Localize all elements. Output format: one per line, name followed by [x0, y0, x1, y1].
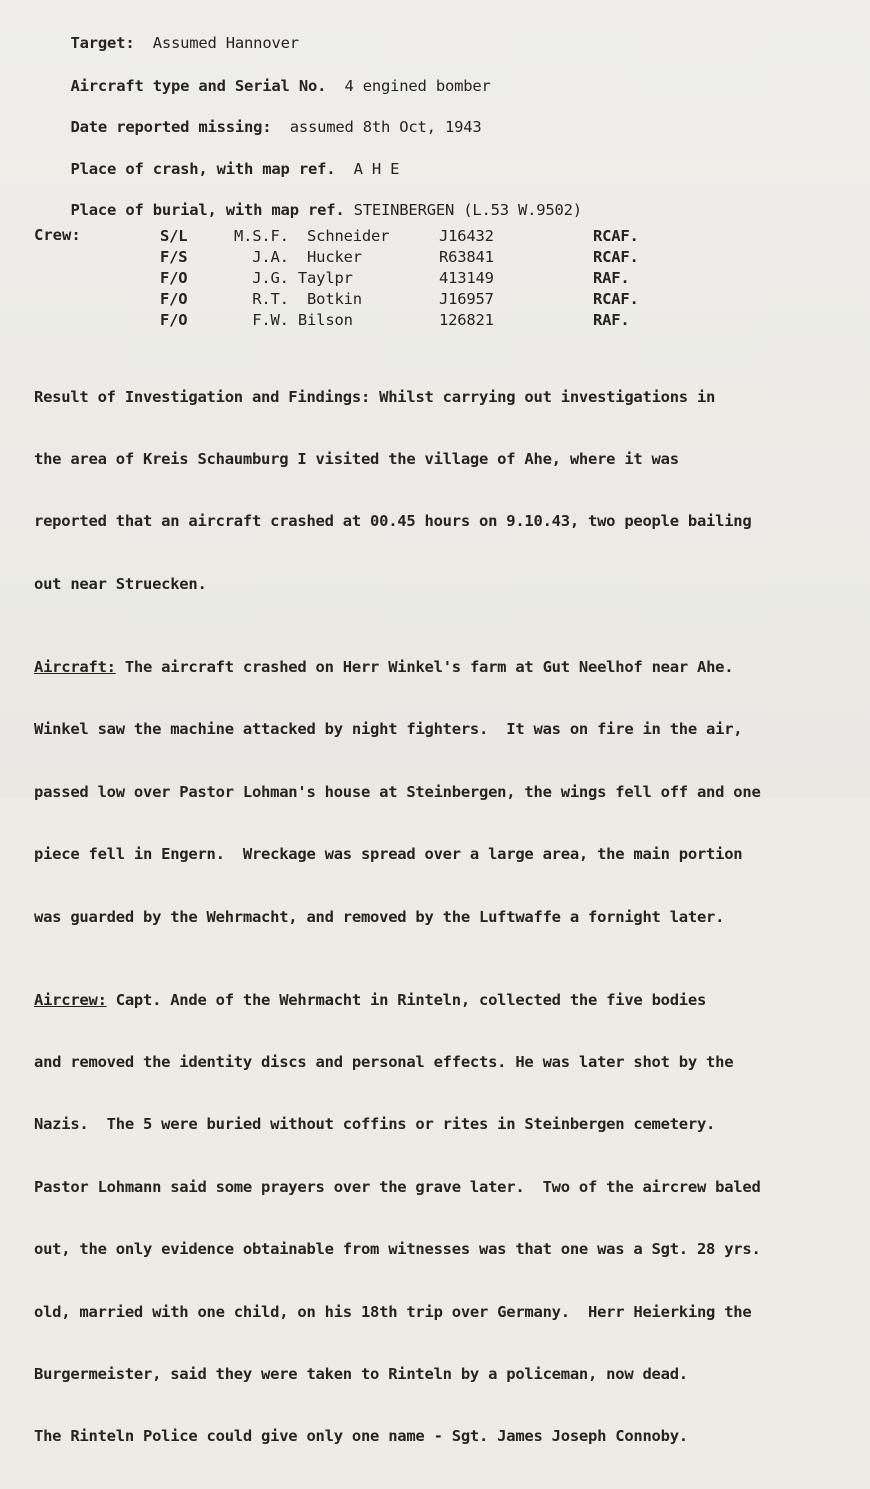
findings-line — [34, 387, 866, 408]
findings-line: passed low over Pastor Lohman's house at Steinbergen, the wings fell off and one — [34, 782, 761, 801]
date-missing-label: Date reported missing: — [70, 118, 272, 136]
crew-force: RCAF. — [593, 227, 639, 245]
findings-line: reported that an aircraft crashed at 00.45 hours on 9.10.43, two people bailing — [34, 512, 752, 531]
place-crash-value: A H E — [353, 160, 400, 178]
crew-name: J.A. Hucker — [234, 248, 362, 266]
place-crash-label: Place of crash, with map ref. — [70, 160, 336, 178]
findings-text: Whilst carrying out investigations in — [370, 387, 716, 406]
findings-line: was guarded by the Wehrmacht, and removed by the Luftwaffe a fornight later. — [34, 907, 725, 926]
findings-line: Winkel saw the machine attacked by night fighters. It was on fire in the air, — [34, 720, 743, 739]
aircrew-heading: Aircrew: — [34, 990, 107, 1009]
findings-line: piece fell in Engern. Wreckage was spread over a large area, the main portion — [34, 845, 743, 864]
findings-line: The Rinteln Police could give only one name - Sgt. James Joseph Connoby. — [34, 1427, 688, 1446]
crew-label: Crew: — [34, 226, 81, 244]
place-burial-label: Place of burial, with map ref. — [70, 201, 345, 219]
aircraft-type-label: Aircraft type and Serial No. — [70, 77, 327, 95]
findings-line: and removed the identity discs and personal effects. He was later shot by the — [34, 1053, 734, 1072]
aircraft-type-value: 4 engined bomber — [344, 77, 491, 95]
crew-table — [160, 226, 639, 331]
crew-rank: S/L — [160, 227, 188, 245]
crew-force: RAF. — [593, 269, 630, 287]
findings-line: out, the only evidence obtainable from witnesses was that one was a Sgt. 28 yrs. — [34, 1240, 761, 1259]
findings-line: Nazis. The 5 were buried without coffins or rites in Steinbergen cemetery. — [34, 1115, 716, 1134]
crew-rank: F/O — [160, 290, 188, 308]
crew-row — [160, 226, 639, 247]
target-label: Target: — [70, 34, 135, 52]
crew-service-number: J16432 — [439, 227, 494, 245]
crew-service-number: R63841 — [439, 248, 494, 266]
crew-force: RCAF. — [593, 290, 639, 308]
findings-section — [34, 345, 866, 1489]
crew-name: R.T. Botkin — [234, 290, 362, 308]
crew-service-number: 413149 — [439, 269, 494, 287]
findings-line — [34, 990, 866, 1011]
crew-force: RAF. — [593, 311, 630, 329]
crew-rank: F/O — [160, 311, 188, 329]
crew-name: M.S.F. Schneider — [234, 227, 390, 245]
findings-text: The aircraft crashed on Herr Winkel's farm at Gut Neelhof near Ahe. — [115, 657, 734, 676]
findings-line: old, married with one child, on his 18th trip over Germany. Herr Heierking the — [34, 1302, 752, 1321]
crew-force: RCAF. — [593, 248, 639, 266]
target-value: Assumed Hannover — [152, 34, 299, 52]
crew-row — [160, 268, 639, 289]
findings-line: Pastor Lohmann said some prayers over the grave later. Two of the aircrew baled — [34, 1177, 761, 1196]
date-missing-value: assumed 8th Oct, 1943 — [289, 118, 482, 136]
crew-service-number: 126821 — [439, 311, 494, 329]
aircraft-heading: Aircraft: — [34, 657, 116, 676]
findings-line — [34, 657, 866, 678]
findings-heading: Result of Investigation and Findings: — [34, 387, 371, 406]
crew-row — [160, 247, 639, 268]
findings-text: Capt. Ande of the Wehrmacht in Rinteln, collected the five bodies — [106, 990, 707, 1009]
crew-rank: F/S — [160, 248, 188, 266]
crew-name: J.G. Taylpr — [234, 269, 353, 287]
place-burial-value: STEINBERGEN (L.53 W.9502) — [353, 201, 582, 219]
crew-rank: F/O — [160, 269, 188, 287]
crew-row — [160, 289, 639, 310]
crew-service-number: J16957 — [439, 290, 494, 308]
findings-line: Burgermeister, said they were taken to Rinteln by a policeman, now dead. — [34, 1365, 688, 1384]
findings-line: the area of Kreis Schaumburg I visited the village of Ahe, where it was — [34, 449, 679, 468]
findings-line: out near Struecken. — [34, 574, 207, 593]
crew-name: F.W. Bilson — [234, 311, 353, 329]
crew-row — [160, 310, 639, 331]
